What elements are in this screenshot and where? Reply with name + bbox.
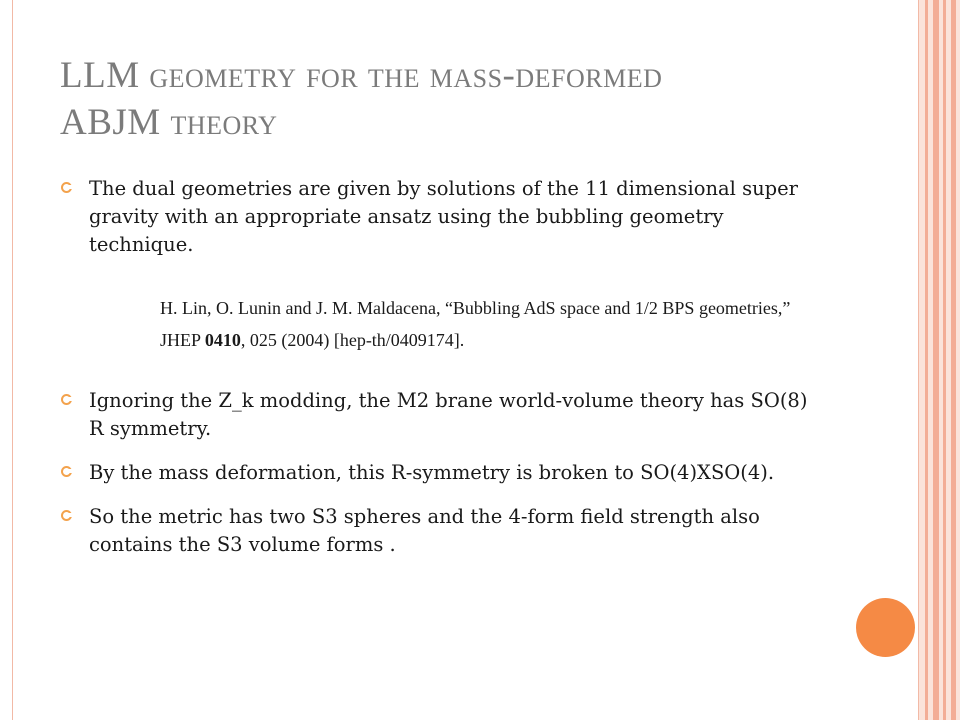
bullet-item <box>60 459 820 487</box>
bullet-icon <box>61 394 72 405</box>
bullet-text: Ignoring the Z_k modding, the M2 brane world-volume theory has SO(8) R symmetry. <box>89 389 808 440</box>
bullet-item <box>60 387 820 443</box>
bullet-text: The dual geometries are given by solutions of the 11 dimensional super gravity with an appropriate ansatz using the bubbling geometry technique. <box>89 177 798 256</box>
citation-volume: 0410 <box>204 330 241 350</box>
decorative-circle <box>856 598 915 657</box>
citation-rest: , 025 (2004) [hep-th/0409174]. <box>240 330 465 350</box>
stripe <box>943 0 946 720</box>
bullet-text: By the mass deformation, this R-symmetry is broken to SO(4)XSO(4). <box>89 461 775 484</box>
bullet-item <box>60 175 820 259</box>
stripe <box>951 0 956 720</box>
stripe <box>933 0 939 720</box>
decorative-stripes <box>919 0 960 720</box>
citation <box>160 292 920 356</box>
bullet-list <box>60 175 820 559</box>
slide-title: LLM geometry for the mass-deformed ABJM theory <box>60 55 663 143</box>
citation-line-2 <box>160 324 920 356</box>
bullet-icon <box>61 510 72 521</box>
citation-journal: JHEP <box>160 330 201 350</box>
bullet-text: So the metric has two S3 spheres and the 4-form field strength also contains the S3 volume forms . <box>89 505 760 556</box>
citation-line-1: H. Lin, O. Lunin and J. M. Maldacena, “Bubbling AdS space and 1/2 BPS geometries,” <box>160 298 791 318</box>
stripe <box>925 0 928 720</box>
bullet-item <box>60 503 820 559</box>
bullet-icon <box>61 182 72 193</box>
bullet-icon <box>61 466 72 477</box>
